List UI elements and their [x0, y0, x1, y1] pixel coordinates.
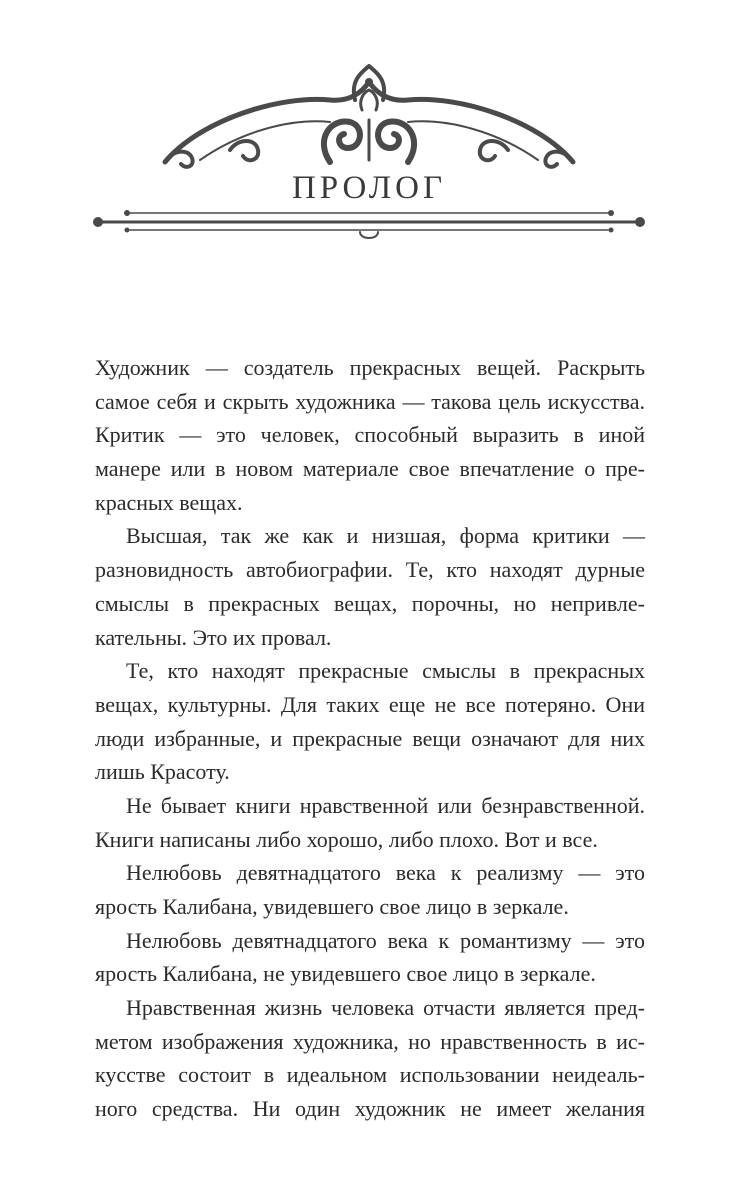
- text-line: смыслы в прекрасных вещах, порочны, но непривле-: [95, 590, 645, 616]
- text-line: Художник — создатель прекрасных вещей. Раскрыть: [95, 355, 645, 380]
- text-line: Критик — это человек, способный выразить в иной: [95, 422, 645, 448]
- text-line: вещах, культурны. Для таких еще не все потеряно. Они: [95, 691, 645, 717]
- text-line: лишь Красоту.: [95, 759, 230, 785]
- text-line: метом изображения художника, но нравственность в ис-: [95, 1028, 645, 1054]
- paragraph: [95, 519, 645, 654]
- paragraph: [95, 991, 645, 1126]
- text-line: Не бывает книги нравственной или безнравственной.: [126, 792, 645, 818]
- paragraph: [95, 924, 645, 991]
- text-line: ного средства. Ни один художник не имеет желания: [95, 1096, 645, 1122]
- text-line: Книги написаны либо хорошо, либо плохо. Вот и все.: [95, 826, 598, 852]
- text-line: Высшая, так же как и низшая, форма критики —: [126, 523, 645, 549]
- text-line: кусстве состоит в идеальном использовании неидеаль-: [95, 1062, 645, 1088]
- text-line: манере или в новом материале свое впечатление о пре-: [95, 456, 645, 482]
- ornament-header: [0, 0, 738, 260]
- text-line: разновидность автобиографии. Те, кто находят дурные: [95, 557, 645, 583]
- text-line: красных вещах.: [95, 489, 243, 515]
- text-line: самое себя и скрыть художника — такова цель искусства.: [95, 388, 645, 414]
- paragraph: [95, 351, 645, 519]
- paragraph: [95, 654, 645, 789]
- text-line: Нелюбовь девятнадцатого века к романтизму — это: [126, 927, 645, 953]
- text-line: ярость Калибана, не увидевшего свое лицо в зеркале.: [95, 961, 596, 987]
- text-line: Нравственная жизнь человека отчасти является пред-: [126, 995, 645, 1021]
- text-line: ярость Калибана, увидевшего свое лицо в зеркале.: [95, 894, 569, 919]
- paragraph: [95, 856, 645, 923]
- text-line: кательны. Это их провал.: [95, 624, 332, 650]
- paragraph: [95, 789, 645, 856]
- text-line: Нелюбовь девятнадцатого века к реализму — это: [126, 860, 645, 886]
- chapter-heading: ПРОЛОГ: [291, 170, 447, 206]
- text-line: Те, кто находят прекрасные смыслы в прекрасных: [126, 658, 645, 684]
- prologue-text: [95, 351, 645, 1126]
- text-line: люди избранные, и прекрасные вещи означают для них: [95, 725, 645, 751]
